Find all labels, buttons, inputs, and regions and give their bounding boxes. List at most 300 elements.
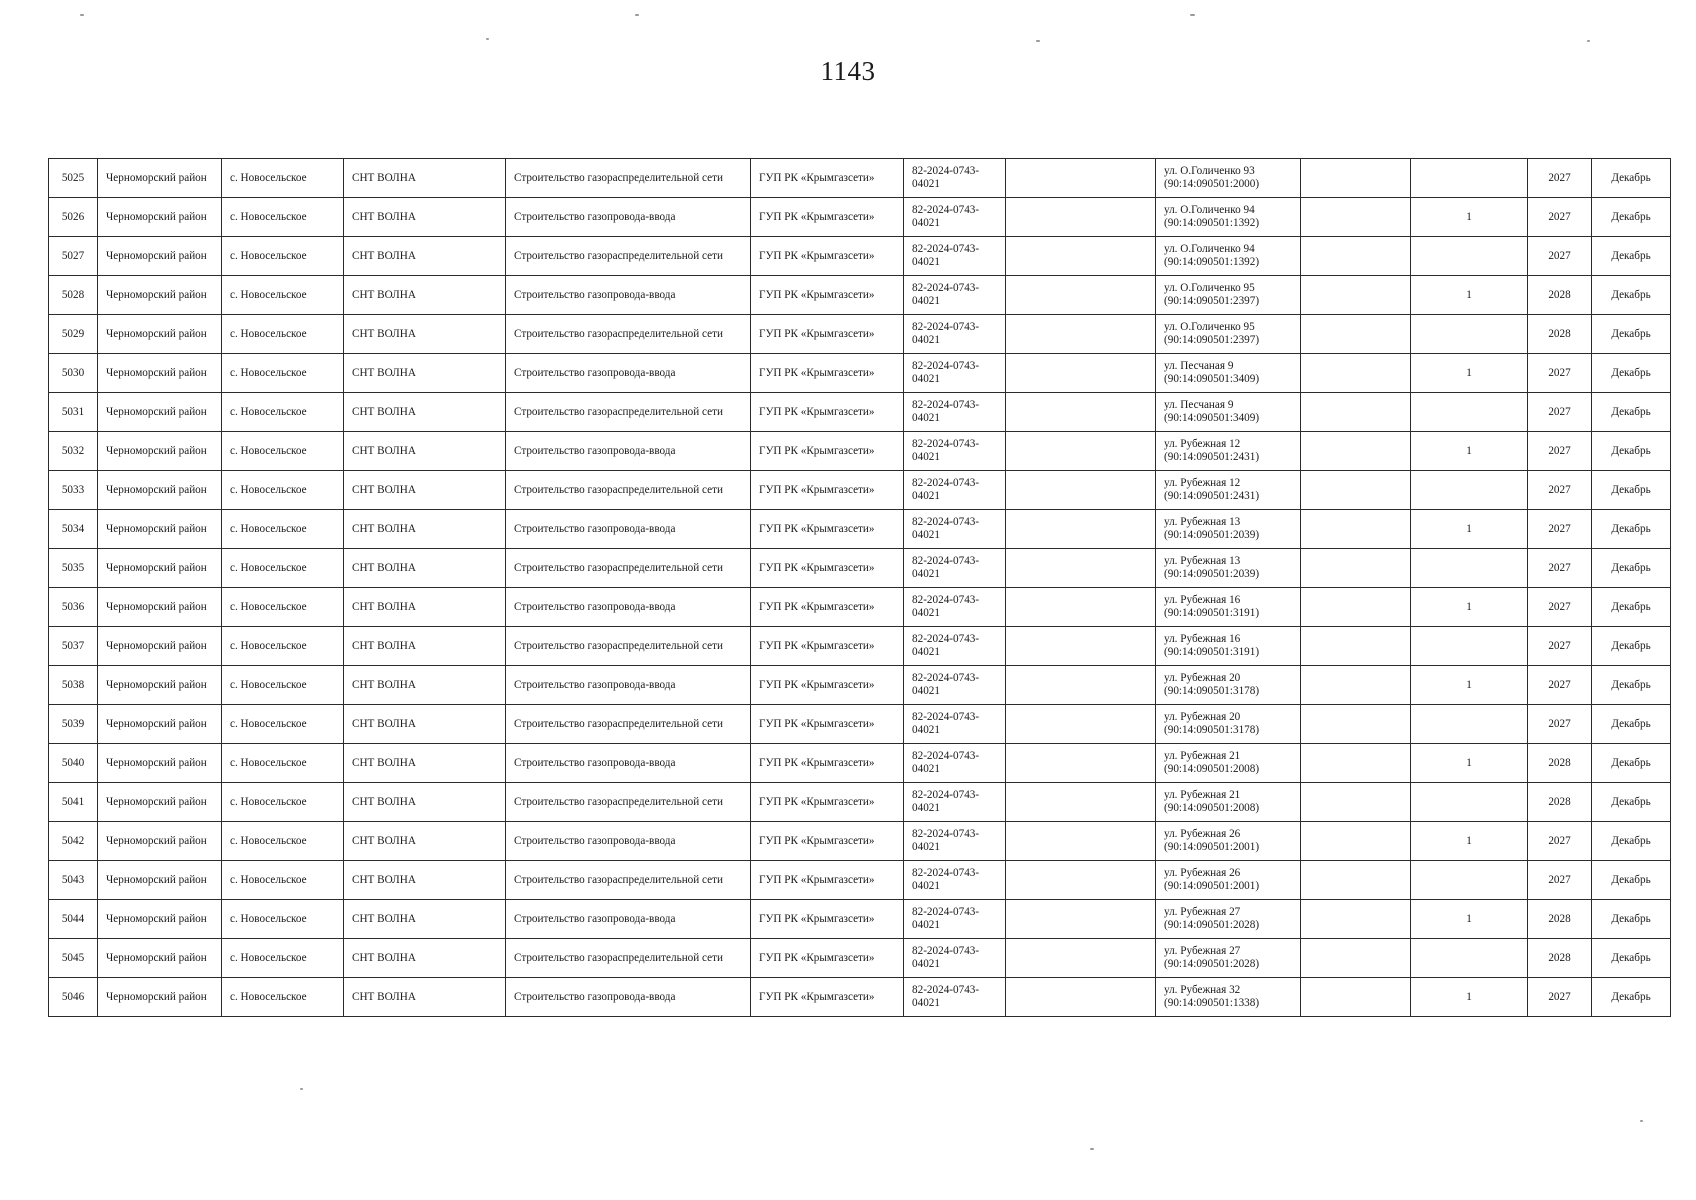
district-cell: Черноморский район bbox=[98, 822, 222, 861]
empty-cell bbox=[1006, 237, 1156, 276]
empty-cell bbox=[1006, 900, 1156, 939]
work-type-cell: Строительство газораспределительной сети bbox=[506, 471, 751, 510]
object-cell: СНТ ВОЛНА bbox=[344, 627, 506, 666]
contract-number-cell: 82-2024-0743-04021 bbox=[904, 276, 1006, 315]
quantity-cell bbox=[1411, 939, 1528, 978]
year-cell: 2027 bbox=[1528, 471, 1592, 510]
contract-number-cell: 82-2024-0743-04021 bbox=[904, 354, 1006, 393]
month-cell: Декабрь bbox=[1592, 705, 1671, 744]
empty-cell bbox=[1301, 978, 1411, 1017]
contract-number-cell: 82-2024-0743-04021 bbox=[904, 237, 1006, 276]
work-type-cell: Строительство газораспределительной сети bbox=[506, 159, 751, 198]
empty-cell bbox=[1301, 549, 1411, 588]
month-cell: Декабрь bbox=[1592, 900, 1671, 939]
district-cell: Черноморский район bbox=[98, 900, 222, 939]
table-row bbox=[49, 705, 1671, 744]
quantity-cell: 1 bbox=[1411, 978, 1528, 1017]
month-cell: Декабрь bbox=[1592, 198, 1671, 237]
organization-cell: ГУП РК «Крымгазсети» bbox=[751, 432, 904, 471]
quantity-cell: 1 bbox=[1411, 900, 1528, 939]
table-row bbox=[49, 588, 1671, 627]
object-cell: СНТ ВОЛНА bbox=[344, 978, 506, 1017]
district-cell: Черноморский район bbox=[98, 939, 222, 978]
empty-cell bbox=[1006, 744, 1156, 783]
object-cell: СНТ ВОЛНА bbox=[344, 744, 506, 783]
year-cell: 2027 bbox=[1528, 705, 1592, 744]
month-cell: Декабрь bbox=[1592, 549, 1671, 588]
work-type-cell: Строительство газопровода-ввода bbox=[506, 900, 751, 939]
row-number: 5038 bbox=[49, 666, 98, 705]
scan-artifact bbox=[80, 14, 84, 16]
row-number: 5043 bbox=[49, 861, 98, 900]
year-cell: 2027 bbox=[1528, 393, 1592, 432]
work-type-cell: Строительство газопровода-ввода bbox=[506, 354, 751, 393]
month-cell: Декабрь bbox=[1592, 393, 1671, 432]
empty-cell bbox=[1301, 471, 1411, 510]
work-type-cell: Строительство газопровода-ввода bbox=[506, 744, 751, 783]
organization-cell: ГУП РК «Крымгазсети» bbox=[751, 276, 904, 315]
empty-cell bbox=[1006, 315, 1156, 354]
district-cell: Черноморский район bbox=[98, 393, 222, 432]
month-cell: Декабрь bbox=[1592, 237, 1671, 276]
empty-cell bbox=[1301, 393, 1411, 432]
row-number: 5044 bbox=[49, 900, 98, 939]
empty-cell bbox=[1006, 393, 1156, 432]
work-type-cell: Строительство газопровода-ввода bbox=[506, 510, 751, 549]
contract-number-cell: 82-2024-0743-04021 bbox=[904, 471, 1006, 510]
address-cell: ул. Рубежная 21 (90:14:090501:2008) bbox=[1156, 783, 1301, 822]
quantity-cell: 1 bbox=[1411, 198, 1528, 237]
address-cell: ул. Песчаная 9 (90:14:090501:3409) bbox=[1156, 354, 1301, 393]
table-row bbox=[49, 510, 1671, 549]
table-row bbox=[49, 276, 1671, 315]
year-cell: 2027 bbox=[1528, 666, 1592, 705]
empty-cell bbox=[1301, 159, 1411, 198]
row-number: 5028 bbox=[49, 276, 98, 315]
settlement-cell: с. Новосельское bbox=[222, 276, 344, 315]
table-row bbox=[49, 822, 1671, 861]
address-cell: ул. О.Голиченко 94 (90:14:090501:1392) bbox=[1156, 237, 1301, 276]
district-cell: Черноморский район bbox=[98, 315, 222, 354]
row-number: 5036 bbox=[49, 588, 98, 627]
work-type-cell: Строительство газораспределительной сети bbox=[506, 783, 751, 822]
organization-cell: ГУП РК «Крымгазсети» bbox=[751, 198, 904, 237]
month-cell: Декабрь bbox=[1592, 939, 1671, 978]
empty-cell bbox=[1301, 510, 1411, 549]
empty-cell bbox=[1006, 588, 1156, 627]
district-cell: Черноморский район bbox=[98, 237, 222, 276]
object-cell: СНТ ВОЛНА bbox=[344, 939, 506, 978]
district-cell: Черноморский район bbox=[98, 744, 222, 783]
year-cell: 2028 bbox=[1528, 744, 1592, 783]
work-type-cell: Строительство газораспределительной сети bbox=[506, 393, 751, 432]
table-row bbox=[49, 198, 1671, 237]
empty-cell bbox=[1301, 744, 1411, 783]
work-type-cell: Строительство газопровода-ввода bbox=[506, 822, 751, 861]
empty-cell bbox=[1301, 354, 1411, 393]
address-cell: ул. Песчаная 9 (90:14:090501:3409) bbox=[1156, 393, 1301, 432]
row-number: 5026 bbox=[49, 198, 98, 237]
work-type-cell: Строительство газораспределительной сети bbox=[506, 705, 751, 744]
address-cell: ул. Рубежная 21 (90:14:090501:2008) bbox=[1156, 744, 1301, 783]
work-type-cell: Строительство газораспределительной сети bbox=[506, 549, 751, 588]
empty-cell bbox=[1301, 315, 1411, 354]
empty-cell bbox=[1006, 354, 1156, 393]
month-cell: Декабрь bbox=[1592, 588, 1671, 627]
quantity-cell bbox=[1411, 471, 1528, 510]
scan-artifact bbox=[635, 14, 639, 16]
quantity-cell: 1 bbox=[1411, 744, 1528, 783]
empty-cell bbox=[1006, 549, 1156, 588]
empty-cell bbox=[1006, 939, 1156, 978]
contract-number-cell: 82-2024-0743-04021 bbox=[904, 627, 1006, 666]
settlement-cell: с. Новосельское bbox=[222, 627, 344, 666]
empty-cell bbox=[1006, 978, 1156, 1017]
empty-cell bbox=[1006, 510, 1156, 549]
year-cell: 2027 bbox=[1528, 822, 1592, 861]
year-cell: 2027 bbox=[1528, 588, 1592, 627]
settlement-cell: с. Новосельское bbox=[222, 159, 344, 198]
year-cell: 2027 bbox=[1528, 159, 1592, 198]
work-type-cell: Строительство газопровода-ввода bbox=[506, 276, 751, 315]
organization-cell: ГУП РК «Крымгазсети» bbox=[751, 393, 904, 432]
work-type-cell: Строительство газопровода-ввода bbox=[506, 978, 751, 1017]
year-cell: 2028 bbox=[1528, 939, 1592, 978]
district-cell: Черноморский район bbox=[98, 432, 222, 471]
address-cell: ул. Рубежная 27 (90:14:090501:2028) bbox=[1156, 900, 1301, 939]
row-number: 5046 bbox=[49, 978, 98, 1017]
settlement-cell: с. Новосельское bbox=[222, 822, 344, 861]
table-row bbox=[49, 471, 1671, 510]
settlement-cell: с. Новосельское bbox=[222, 588, 344, 627]
settlement-cell: с. Новосельское bbox=[222, 861, 344, 900]
empty-cell bbox=[1301, 588, 1411, 627]
work-type-cell: Строительство газопровода-ввода bbox=[506, 432, 751, 471]
address-cell: ул. Рубежная 12 (90:14:090501:2431) bbox=[1156, 471, 1301, 510]
organization-cell: ГУП РК «Крымгазсети» bbox=[751, 666, 904, 705]
contract-number-cell: 82-2024-0743-04021 bbox=[904, 432, 1006, 471]
work-type-cell: Строительство газораспределительной сети bbox=[506, 861, 751, 900]
year-cell: 2027 bbox=[1528, 237, 1592, 276]
month-cell: Декабрь bbox=[1592, 315, 1671, 354]
table-row bbox=[49, 237, 1671, 276]
scan-artifact bbox=[1090, 1148, 1094, 1150]
month-cell: Декабрь bbox=[1592, 627, 1671, 666]
district-cell: Черноморский район bbox=[98, 705, 222, 744]
table-row bbox=[49, 783, 1671, 822]
address-cell: ул. Рубежная 13 (90:14:090501:2039) bbox=[1156, 510, 1301, 549]
empty-cell bbox=[1301, 627, 1411, 666]
contract-number-cell: 82-2024-0743-04021 bbox=[904, 549, 1006, 588]
organization-cell: ГУП РК «Крымгазсети» bbox=[751, 159, 904, 198]
year-cell: 2028 bbox=[1528, 276, 1592, 315]
year-cell: 2027 bbox=[1528, 549, 1592, 588]
organization-cell: ГУП РК «Крымгазсети» bbox=[751, 549, 904, 588]
row-number: 5041 bbox=[49, 783, 98, 822]
settlement-cell: с. Новосельское bbox=[222, 198, 344, 237]
work-type-cell: Строительство газораспределительной сети bbox=[506, 315, 751, 354]
settlement-cell: с. Новосельское bbox=[222, 900, 344, 939]
object-cell: СНТ ВОЛНА bbox=[344, 822, 506, 861]
district-cell: Черноморский район bbox=[98, 159, 222, 198]
table-row bbox=[49, 939, 1671, 978]
empty-cell bbox=[1006, 432, 1156, 471]
year-cell: 2027 bbox=[1528, 432, 1592, 471]
table-row bbox=[49, 159, 1671, 198]
district-cell: Черноморский район bbox=[98, 783, 222, 822]
contract-number-cell: 82-2024-0743-04021 bbox=[904, 900, 1006, 939]
quantity-cell bbox=[1411, 627, 1528, 666]
empty-cell bbox=[1301, 276, 1411, 315]
year-cell: 2027 bbox=[1528, 354, 1592, 393]
scan-artifact bbox=[1640, 1120, 1643, 1122]
month-cell: Декабрь bbox=[1592, 861, 1671, 900]
organization-cell: ГУП РК «Крымгазсети» bbox=[751, 978, 904, 1017]
empty-cell bbox=[1006, 627, 1156, 666]
row-number: 5037 bbox=[49, 627, 98, 666]
year-cell: 2027 bbox=[1528, 861, 1592, 900]
contract-number-cell: 82-2024-0743-04021 bbox=[904, 978, 1006, 1017]
scan-artifact bbox=[300, 1088, 303, 1090]
empty-cell bbox=[1006, 705, 1156, 744]
row-number: 5032 bbox=[49, 432, 98, 471]
organization-cell: ГУП РК «Крымгазсети» bbox=[751, 861, 904, 900]
organization-cell: ГУП РК «Крымгазсети» bbox=[751, 822, 904, 861]
address-cell: ул. О.Голиченко 93 (90:14:090501:2000) bbox=[1156, 159, 1301, 198]
district-cell: Черноморский район bbox=[98, 549, 222, 588]
empty-cell bbox=[1006, 783, 1156, 822]
organization-cell: ГУП РК «Крымгазсети» bbox=[751, 471, 904, 510]
table-row bbox=[49, 744, 1671, 783]
table-row bbox=[49, 666, 1671, 705]
empty-cell bbox=[1006, 471, 1156, 510]
month-cell: Декабрь bbox=[1592, 159, 1671, 198]
organization-cell: ГУП РК «Крымгазсети» bbox=[751, 354, 904, 393]
quantity-cell: 1 bbox=[1411, 666, 1528, 705]
contract-number-cell: 82-2024-0743-04021 bbox=[904, 939, 1006, 978]
empty-cell bbox=[1006, 666, 1156, 705]
address-cell: ул. Рубежная 27 (90:14:090501:2028) bbox=[1156, 939, 1301, 978]
organization-cell: ГУП РК «Крымгазсети» bbox=[751, 783, 904, 822]
table-row bbox=[49, 393, 1671, 432]
scan-artifact bbox=[1587, 40, 1590, 42]
district-cell: Черноморский район bbox=[98, 510, 222, 549]
quantity-cell: 1 bbox=[1411, 510, 1528, 549]
settlement-cell: с. Новосельское bbox=[222, 354, 344, 393]
quantity-cell: 1 bbox=[1411, 588, 1528, 627]
district-cell: Черноморский район bbox=[98, 861, 222, 900]
address-cell: ул. Рубежная 32 (90:14:090501:1338) bbox=[1156, 978, 1301, 1017]
address-cell: ул. Рубежная 26 (90:14:090501:2001) bbox=[1156, 861, 1301, 900]
empty-cell bbox=[1301, 432, 1411, 471]
row-number: 5027 bbox=[49, 237, 98, 276]
object-cell: СНТ ВОЛНА bbox=[344, 900, 506, 939]
object-cell: СНТ ВОЛНА bbox=[344, 861, 506, 900]
object-cell: СНТ ВОЛНА bbox=[344, 666, 506, 705]
object-cell: СНТ ВОЛНА bbox=[344, 393, 506, 432]
row-number: 5034 bbox=[49, 510, 98, 549]
row-number: 5029 bbox=[49, 315, 98, 354]
contract-number-cell: 82-2024-0743-04021 bbox=[904, 744, 1006, 783]
work-type-cell: Строительство газораспределительной сети bbox=[506, 939, 751, 978]
month-cell: Декабрь bbox=[1592, 471, 1671, 510]
empty-cell bbox=[1301, 705, 1411, 744]
settlement-cell: с. Новосельское bbox=[222, 666, 344, 705]
year-cell: 2028 bbox=[1528, 900, 1592, 939]
district-cell: Черноморский район bbox=[98, 198, 222, 237]
table-row bbox=[49, 861, 1671, 900]
quantity-cell bbox=[1411, 783, 1528, 822]
quantity-cell bbox=[1411, 393, 1528, 432]
month-cell: Декабрь bbox=[1592, 666, 1671, 705]
settlement-cell: с. Новосельское bbox=[222, 432, 344, 471]
month-cell: Декабрь bbox=[1592, 783, 1671, 822]
quantity-cell bbox=[1411, 237, 1528, 276]
object-cell: СНТ ВОЛНА bbox=[344, 510, 506, 549]
quantity-cell: 1 bbox=[1411, 822, 1528, 861]
work-type-cell: Строительство газораспределительной сети bbox=[506, 627, 751, 666]
row-number: 5039 bbox=[49, 705, 98, 744]
organization-cell: ГУП РК «Крымгазсети» bbox=[751, 744, 904, 783]
quantity-cell: 1 bbox=[1411, 432, 1528, 471]
quantity-cell: 1 bbox=[1411, 276, 1528, 315]
scan-artifact bbox=[486, 38, 489, 40]
object-cell: СНТ ВОЛНА bbox=[344, 783, 506, 822]
empty-cell bbox=[1006, 822, 1156, 861]
district-cell: Черноморский район bbox=[98, 354, 222, 393]
empty-cell bbox=[1301, 198, 1411, 237]
row-number: 5042 bbox=[49, 822, 98, 861]
settlement-cell: с. Новосельское bbox=[222, 939, 344, 978]
address-cell: ул. О.Голиченко 94 (90:14:090501:1392) bbox=[1156, 198, 1301, 237]
object-cell: СНТ ВОЛНА bbox=[344, 471, 506, 510]
quantity-cell bbox=[1411, 861, 1528, 900]
row-number: 5045 bbox=[49, 939, 98, 978]
object-cell: СНТ ВОЛНА bbox=[344, 432, 506, 471]
object-cell: СНТ ВОЛНА bbox=[344, 549, 506, 588]
contract-number-cell: 82-2024-0743-04021 bbox=[904, 510, 1006, 549]
scan-artifact bbox=[1190, 14, 1195, 16]
contract-number-cell: 82-2024-0743-04021 bbox=[904, 783, 1006, 822]
month-cell: Декабрь bbox=[1592, 978, 1671, 1017]
work-type-cell: Строительство газопровода-ввода bbox=[506, 588, 751, 627]
settlement-cell: с. Новосельское bbox=[222, 978, 344, 1017]
settlement-cell: с. Новосельское bbox=[222, 510, 344, 549]
address-cell: ул. Рубежная 20 (90:14:090501:3178) bbox=[1156, 666, 1301, 705]
year-cell: 2027 bbox=[1528, 510, 1592, 549]
table-row bbox=[49, 354, 1671, 393]
organization-cell: ГУП РК «Крымгазсети» bbox=[751, 588, 904, 627]
empty-cell bbox=[1301, 237, 1411, 276]
quantity-cell bbox=[1411, 705, 1528, 744]
page-number: 1143 bbox=[820, 56, 876, 86]
settlement-cell: с. Новосельское bbox=[222, 471, 344, 510]
object-cell: СНТ ВОЛНА bbox=[344, 159, 506, 198]
settlement-cell: с. Новосельское bbox=[222, 393, 344, 432]
empty-cell bbox=[1006, 159, 1156, 198]
empty-cell bbox=[1006, 198, 1156, 237]
empty-cell bbox=[1006, 276, 1156, 315]
row-number: 5040 bbox=[49, 744, 98, 783]
table-row bbox=[49, 549, 1671, 588]
work-type-cell: Строительство газопровода-ввода bbox=[506, 666, 751, 705]
contract-number-cell: 82-2024-0743-04021 bbox=[904, 198, 1006, 237]
district-cell: Черноморский район bbox=[98, 471, 222, 510]
year-cell: 2028 bbox=[1528, 783, 1592, 822]
district-cell: Черноморский район bbox=[98, 666, 222, 705]
organization-cell: ГУП РК «Крымгазсети» bbox=[751, 900, 904, 939]
object-cell: СНТ ВОЛНА bbox=[344, 354, 506, 393]
table-row bbox=[49, 900, 1671, 939]
settlement-cell: с. Новосельское bbox=[222, 237, 344, 276]
table-row bbox=[49, 627, 1671, 666]
month-cell: Декабрь bbox=[1592, 354, 1671, 393]
settlement-cell: с. Новосельское bbox=[222, 315, 344, 354]
table-row bbox=[49, 978, 1671, 1017]
table-body bbox=[49, 159, 1671, 1017]
object-cell: СНТ ВОЛНА bbox=[344, 705, 506, 744]
row-number: 5031 bbox=[49, 393, 98, 432]
address-cell: ул. Рубежная 13 (90:14:090501:2039) bbox=[1156, 549, 1301, 588]
year-cell: 2027 bbox=[1528, 198, 1592, 237]
quantity-cell: 1 bbox=[1411, 354, 1528, 393]
empty-cell bbox=[1006, 861, 1156, 900]
organization-cell: ГУП РК «Крымгазсети» bbox=[751, 237, 904, 276]
month-cell: Декабрь bbox=[1592, 510, 1671, 549]
settlement-cell: с. Новосельское bbox=[222, 549, 344, 588]
row-number: 5025 bbox=[49, 159, 98, 198]
work-type-cell: Строительство газопровода-ввода bbox=[506, 198, 751, 237]
settlement-cell: с. Новосельское bbox=[222, 744, 344, 783]
row-number: 5035 bbox=[49, 549, 98, 588]
contract-number-cell: 82-2024-0743-04021 bbox=[904, 822, 1006, 861]
settlement-cell: с. Новосельское bbox=[222, 705, 344, 744]
empty-cell bbox=[1301, 861, 1411, 900]
contract-number-cell: 82-2024-0743-04021 bbox=[904, 666, 1006, 705]
object-cell: СНТ ВОЛНА bbox=[344, 315, 506, 354]
organization-cell: ГУП РК «Крымгазсети» bbox=[751, 315, 904, 354]
district-cell: Черноморский район bbox=[98, 588, 222, 627]
organization-cell: ГУП РК «Крымгазсети» bbox=[751, 705, 904, 744]
empty-cell bbox=[1301, 939, 1411, 978]
quantity-cell bbox=[1411, 549, 1528, 588]
district-cell: Черноморский район bbox=[98, 627, 222, 666]
contract-number-cell: 82-2024-0743-04021 bbox=[904, 705, 1006, 744]
empty-cell bbox=[1301, 900, 1411, 939]
contract-number-cell: 82-2024-0743-04021 bbox=[904, 861, 1006, 900]
address-cell: ул. О.Голиченко 95 (90:14:090501:2397) bbox=[1156, 276, 1301, 315]
contract-number-cell: 82-2024-0743-04021 bbox=[904, 315, 1006, 354]
gasification-register-table bbox=[48, 158, 1671, 1017]
year-cell: 2028 bbox=[1528, 315, 1592, 354]
table-row bbox=[49, 432, 1671, 471]
quantity-cell bbox=[1411, 159, 1528, 198]
object-cell: СНТ ВОЛНА bbox=[344, 588, 506, 627]
year-cell: 2027 bbox=[1528, 627, 1592, 666]
scan-artifact bbox=[1036, 40, 1040, 42]
object-cell: СНТ ВОЛНА bbox=[344, 276, 506, 315]
district-cell: Черноморский район bbox=[98, 276, 222, 315]
address-cell: ул. О.Голиченко 95 (90:14:090501:2397) bbox=[1156, 315, 1301, 354]
contract-number-cell: 82-2024-0743-04021 bbox=[904, 393, 1006, 432]
month-cell: Декабрь bbox=[1592, 432, 1671, 471]
address-cell: ул. Рубежная 12 (90:14:090501:2431) bbox=[1156, 432, 1301, 471]
address-cell: ул. Рубежная 26 (90:14:090501:2001) bbox=[1156, 822, 1301, 861]
month-cell: Декабрь bbox=[1592, 744, 1671, 783]
month-cell: Декабрь bbox=[1592, 822, 1671, 861]
object-cell: СНТ ВОЛНА bbox=[344, 237, 506, 276]
empty-cell bbox=[1301, 666, 1411, 705]
